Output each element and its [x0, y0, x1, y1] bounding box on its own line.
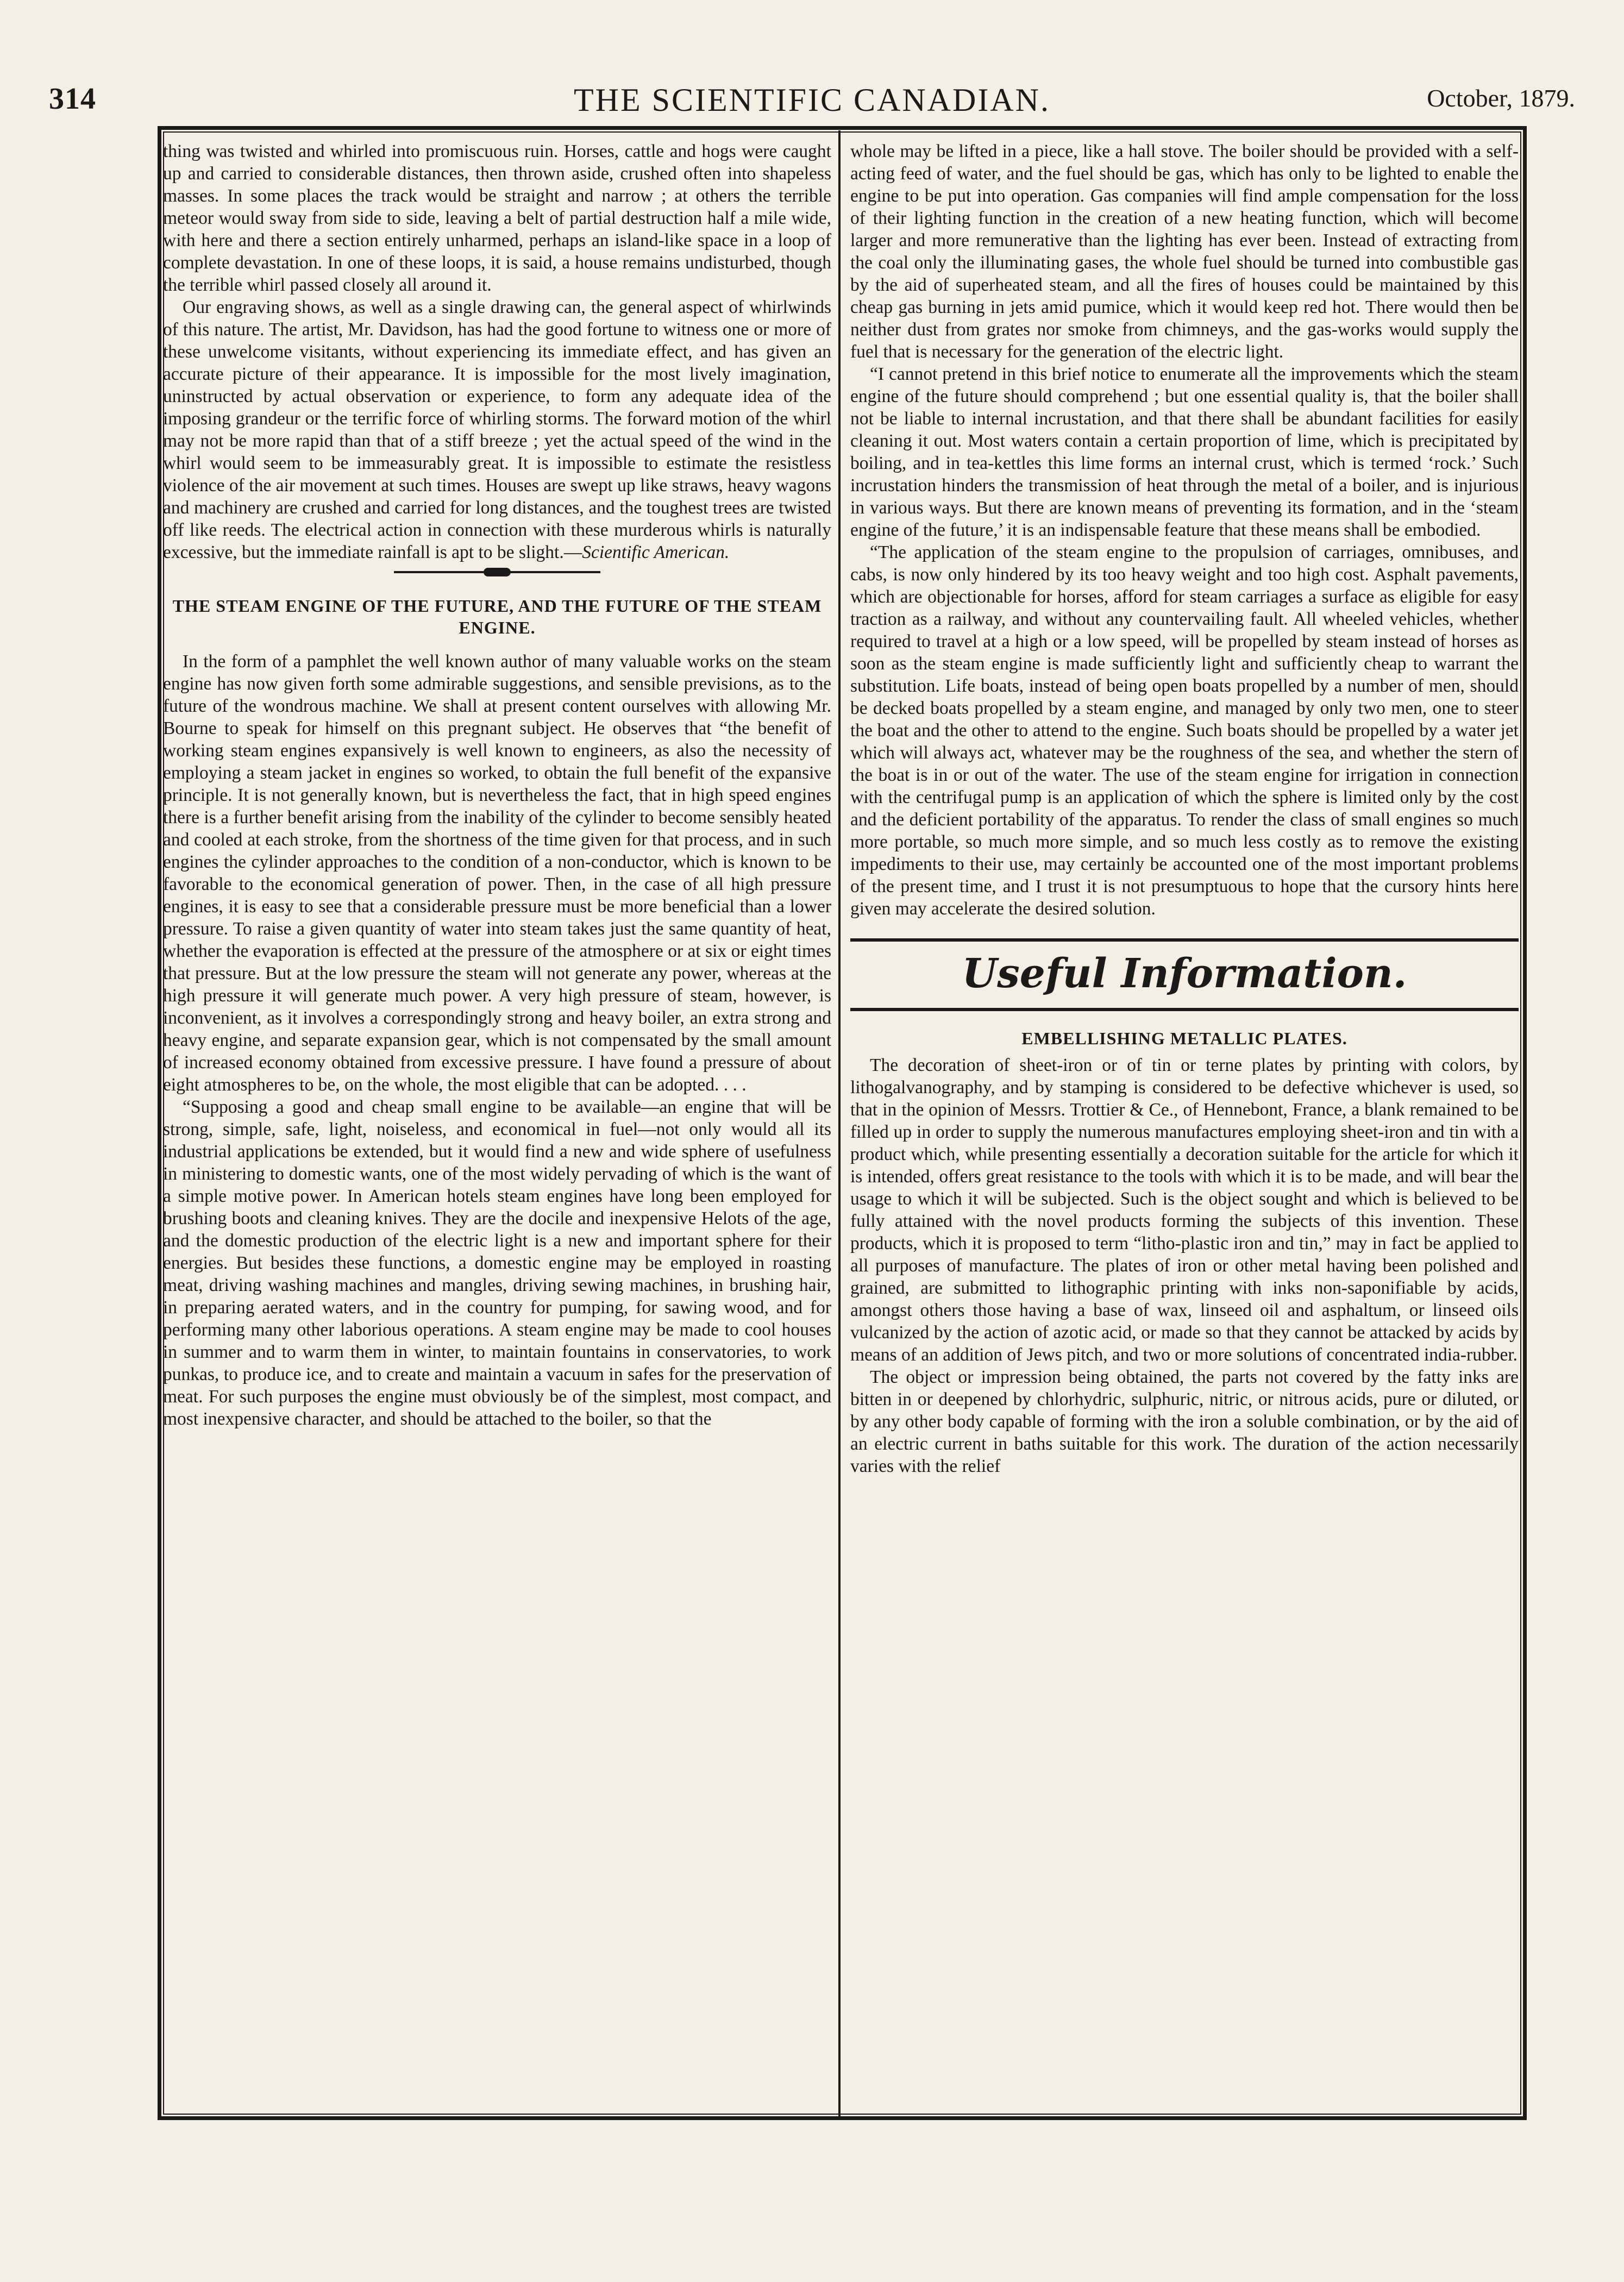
- right-column: [850, 140, 1519, 1477]
- steam-paragraph: “The application of the steam engine to the propulsion of carriages, omnibuses, and cabs, is now only hindered by its too heavy weight and too high cost. Asphalt pavements, which are objectionable for horses, afford for steam carriages a surface as eligible for easy traction as a railway, and without any countervailing fault. All wheeled vehicles, whether required to travel at a high or a low speed, will be propelled by steam instead of horses as soon as the steam engine is made sufficiently light and sufficiently cheap to warrant the substitution. Life boats, instead of being open boats propelled by a number of men, should be decked boats propelled by a steam engine, and managed by only two men, one to steer the boat and the other to attend to the engine. Such boats should be propelled by a water jet which will always act, whatever may be the roughness of the sea, and whether the stern of the boat is in or out of the water. The use of the steam engine for irrigation in connection with the centrifugal pump is an application of which the sphere is limited only by the cost and the deficient portability of the apparatus. To render the class of small engines so much more portable, so much more simple, and so much less costly as to remove the existing impediments to their use, may certainly be accounted one of the most important problems of the present time, and I trust it is not presumptuous to hope that the cursory hints here given may accelerate the desired solution.: [850, 542, 1519, 919]
- page-number: 314: [49, 82, 96, 116]
- page-header: [49, 82, 1575, 130]
- steam-paragraph: “Supposing a good and cheap small engine to be available—an engine that will be strong, simple, safe, light, noiseless, and economical in fuel—not only would all its industrial applications be extended, but it would find a new and wide sphere of usefulness in ministering to domestic wants, one of the most widely pervading of which is the want of a simple motive power. In American hotels steam engines have long been employed for brushing boots and cleaning knives. They are the docile and inexpensive Helots of the age, and the domestic production of the electric light is a new and important sphere for their energies. But besides these functions, a domestic engine may be employed in roasting meat, driving washing machines and mangles, driving sewing machines, in brushing hair, in preparing aerated waters, and in the country for pumping, for sawing wood, and for performing many other laborious operations. A steam engine may be made to cool houses in summer and to warm them in winter, to maintain fountains in conservatories, to work punkas, to produce ice, and to create and maintain a vacuum in safes for the preservation of meat. For such purposes the engine must obviously be of the simplest, most compact, and most inexpensive character, and should be attached to the boiler, so that the: [163, 1097, 831, 1429]
- useful-information-banner: Useful Information.: [850, 938, 1519, 1011]
- metallic-paragraph: The object or impression being obtained, the parts not covered by the fatty inks are bitten in or deepened by chlorhydric, sulphuric, nitric, or nitrous acids, pure or diluted, or by any other body capable of forming with the iron a soluble combination, or by the aid of an electric current in baths suitable for this work. The duration of the action necessarily varies with the relief: [850, 1367, 1519, 1476]
- metallic-paragraph: The decoration of sheet-iron or of tin or terne plates by printing with colors, by lithogalvanography, and by stamping is considered to be defective whichever is used, so that in the opinion of Messrs. Trottier & Ce., of Hennebont, France, a blank remained to be filled up in order to supply the numerous manufactures employing sheet-iron and tin with a product which, while presenting essentially a decoration suitable for the article for which it is intended, offers great resistance to the tools with which it is to be made, and will bear the usage to which it will be subjected. Such is the object sought and which is believed to be fully attained with the novel products forming the subjects of this invention. These products, which it is proposed to term “litho-plastic iron and tin,” may in fact be applied to all purposes of manufacture. The plates of iron or other metal having been polished and grained, are submitted to lithographic printing with inks non-saponifiable by acids, amongst others those having a base of wax, linseed oil and asphaltum, or linseed oils vulcanized by the action of azotic acid, or made so that they cannot be attacked by acids by means of an addition of Jews pitch, and two or more solutions of concentrated india-rubber.: [850, 1055, 1519, 1365]
- metallic-plates-heading: EMBELLISHING METALLIC PLATES.: [1021, 1029, 1347, 1048]
- left-column: [163, 140, 831, 1430]
- whirlwind-paragraph: [163, 296, 831, 563]
- steam-paragraph: In the form of a pamphlet the well known author of many valuable works on the steam engine has now given forth some admirable suggestions, and sensible previsions, as to the future of the wondrous machine. We shall at present content ourselves with allowing Mr. Bourne to speak for himself on this pregnant subject. He observes that “the benefit of working steam engines expansively is well known to engineers, as also the necessity of employing a steam jacket in engines so worked, to obtain the full benefit of the expansive principle. It is not generally known, but is nevertheless the fact, that in high speed engines there is a further benefit arising from the inability of the cylinder to become sensibly heated and cooled at each stroke, from the shortness of the time given for that process, and in such engines the cylinder approaches to the condition of a non-conductor, which is known to be favorable to the economical generation of power. Then, in the case of all high pressure engines, it is easy to see that a considerable pressure must be more beneficial than a lower pressure. To raise a given quantity of water into steam takes just the same quantity of heat, whether the evaporation is effected at the pressure of the atmosphere or at six or eight times that pressure. But at the low pressure the steam will not generate any power, whereas at the high pressure it will generate much power. A very high pressure of steam, however, is inconvenient, as it involves a correspondingly strong and heavy boiler, an extra strong and heavy engine, and separate expansion gear, which is not compensated by the small amount of increased economy obtained from excessive pressure. I have found a pressure of about eight atmospheres to be, on the whole, the most eligible that can be adopted. . . .: [163, 651, 831, 1095]
- journal-title: THE SCIENTIFIC CANADIAN.: [574, 82, 1050, 118]
- whirlwind-paragraph-text: Our engraving shows, as well as a single drawing can, the general aspect of whirlwinds of this nature. The artist, Mr. Davidson, has had the good fortune to witness one or more of these unwelcome visitants, without experiencing its immediate effect, and has given an accurate picture of their appearance. It is impossible for the most lively imagination, uninstructed by actual observation or experience, to form any adequate idea of the imposing grandeur or the terrific force of whirling storms. The forward motion of the whirl may not be more rapid than that of a stiff breeze ; yet the actual speed of the wind in the whirl would seem to be immeasurably great. It is impossible to estimate the resistless violence of the air movement at such times. Houses are swept up like straws, heavy wagons and machinery are crushed and carried for long distances, and the toughest trees are twisted off like reeds. The electrical action in connection with these murderous whirls is naturally excessive, but the immediate rainfall is apt to be slight.—: [163, 297, 831, 562]
- issue-date: October, 1879.: [1427, 84, 1575, 112]
- column-divider: [838, 130, 841, 2116]
- whirlwind-citation: Scientific American.: [582, 542, 730, 562]
- section-divider-ornament: [394, 571, 600, 573]
- steam-paragraph-continued: whole may be lifted in a piece, like a hall stove. The boiler should be provided with a self-acting feed of water, and the fuel should be gas, which has only to be lighted to enable the engine to be put into operation. Gas companies will find ample compensation for the loss of their lighting function in the creation of a new heating function, which will become larger and more remunerative than the lighting has ever been. Instead of extracting from the coal only the illuminating gases, the whole fuel should be turned into combustible gas by the aid of superheated steam, and all the fires of houses could be maintained by this cheap gas burning in jets amid pumice, which it would keep red hot. There would then be neither dust from grates nor smoke from chimneys, and the gas-works would supply the fuel that is necessary for the generation of the electric light.: [850, 141, 1519, 362]
- steam-paragraph: “I cannot pretend in this brief notice to enumerate all the improvements which the steam engine of the future should comprehend ; but one essential quality is, that the boiler shall not be liable to internal incrustation, and that there shall be abundant facilities for easily cleaning it out. Most waters contain a certain proportion of lime, which is precipitated by boiling, and in tea-kettles this lime forms an internal crust, which is termed ‘rock.’ Such incrustation hinders the transmission of heat through the metal of a boiler, and is injurious in various ways. But there are known means of preventing its formation, and in the ‘steam engine of the future,’ it is an indispensable feature that these means shall be embodied.: [850, 364, 1519, 540]
- whirlwind-paragraph: thing was twisted and whirled into promiscuous ruin. Horses, cattle and hogs were caught up and carried to considerable distances, then thrown aside, crushed often into shapeless masses. In some places the track would be straight and narrow ; at others the terrible meteor would sway from side to side, leaving a belt of partial destruction half a mile wide, with here and there a section entirely unharmed, perhaps an island-like space in a loop of complete devastation. In one of these loops, it is said, a house remains undisturbed, though the terrible whirl passed closely all around it.: [163, 141, 831, 295]
- steam-engine-heading: THE STEAM ENGINE OF THE FUTURE, AND THE FUTURE OF THE STEAM ENGINE.: [172, 596, 822, 637]
